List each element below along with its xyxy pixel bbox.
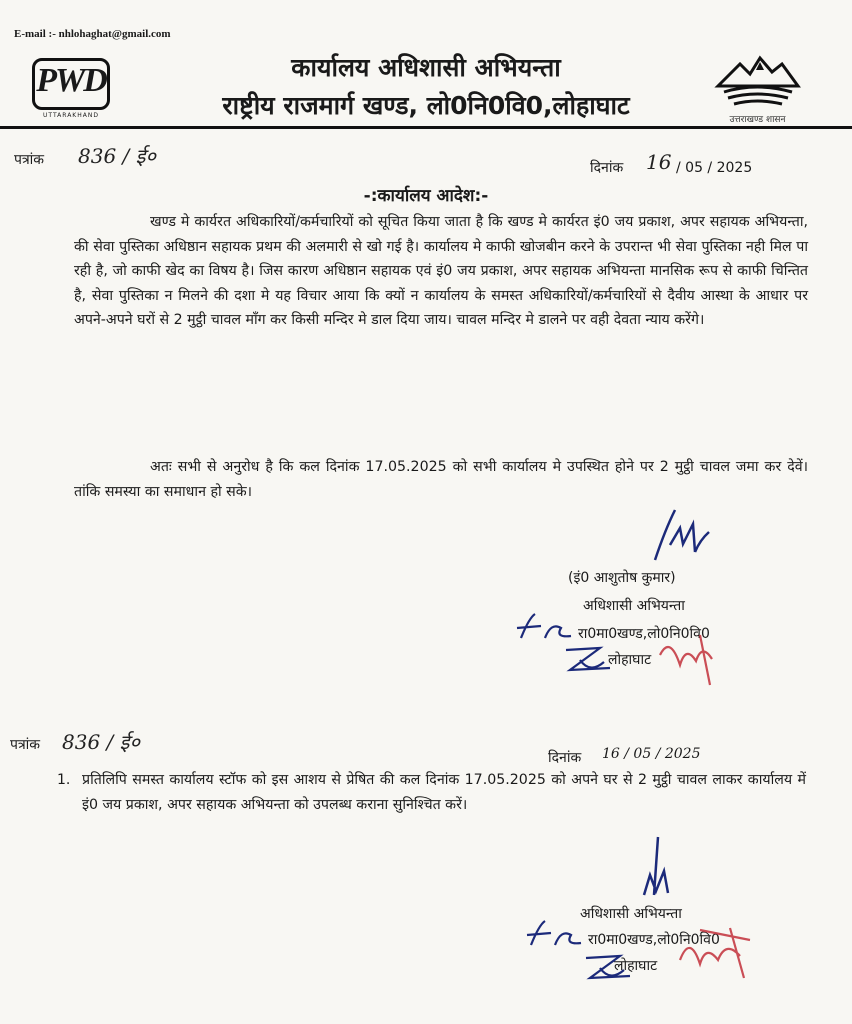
- email-line: E-mail :- nhlohaghat@gmail.com: [14, 28, 171, 40]
- date-day: 16: [646, 150, 672, 174]
- initials-3-mark: [525, 915, 585, 955]
- red-signature-1-mark: [640, 625, 730, 695]
- copy-patrank-number: 836 / ई०: [62, 730, 140, 754]
- pwd-logo-text: PWD: [36, 62, 106, 99]
- copy-item-text: प्रतिलिपि समस्त कार्यालय स्टॉफ को इस आशय से प्रेषित की कल दिनांक 17.05.2025 को अपने घर से 2 मुट्ठी चावल लाकर कार्यालय में इं0 जय प्रकाश, अपर सहायक अभियन्ता को उपलब्ध कराना सुनिश्चित करें।: [82, 772, 806, 813]
- header-divider: [0, 126, 852, 129]
- patrank-label: पत्रांक: [14, 152, 45, 168]
- red-signature-2-mark: [660, 920, 760, 990]
- copy-item-1: [57, 768, 806, 817]
- date-label: दिनांक: [590, 160, 624, 176]
- copy-patrank-label: पत्रांक: [10, 737, 41, 753]
- copy-date-label: दिनांक: [548, 750, 582, 766]
- initials-4-mark: [580, 948, 640, 988]
- patrank-number: 836 / ई०: [78, 144, 156, 168]
- emblem-caption: उत्तराखण्ड शासन: [729, 115, 786, 125]
- signatory-place: लोहाघाट: [608, 652, 652, 668]
- date-rest: / 05 / 2025: [676, 160, 753, 176]
- pwd-logo-sub: UTTARAKHAND: [43, 112, 99, 119]
- office-title: कार्यालय अधिशासी अभियन्ता: [291, 53, 561, 82]
- signatory-designation: अधिशासी अभियन्ता: [583, 598, 685, 614]
- signature-2-mark: [630, 835, 690, 905]
- initials-2-mark: [560, 640, 620, 680]
- signature-1-mark: [645, 500, 715, 570]
- copy-signatory-office: रा0मा0खण्ड,लो0नि0वि0: [588, 932, 720, 948]
- copy-date-value: 16 / 05 / 2025: [602, 746, 701, 762]
- order-paragraph-1: खण्ड मे कार्यरत अधिकारियों/कर्मचारियों को सूचित किया जाता है कि खण्ड मे कार्यरत इं0 जय प्रकाश, अपर सहायक अभियन्ता, की सेवा पुस्तिका अधिष्ठान सहायक प्रथम की अलमारी से खो गई है। कार्यालय मे काफी खोजबीन करने के उपरान्त भी सेवा पुस्तिका नही मिल पा रही है, जो काफी खेद का विषय है। जिस कारण अधिष्ठान सहायक एवं इं0 जय प्रकाश, अपर सहायक अभियन्ता मानसिक रूप से काफी चिन्तित है, सेवा पुस्तिका न मिलने की दशा मे यह विचार आया कि क्यों न कार्यालय के समस्त अधिकारियों/कर्मचारियों से दैवीय आस्था के आधार पर अपने-अपने घरों से 2 मुट्ठी चावल माँग कर किसी मन्दिर मे डाल दिया जाय। चावल मन्दिर मे डालने पर वही देवता न्याय करेंगे।: [74, 214, 808, 328]
- copy-signatory-place: लोहाघाट: [614, 958, 658, 974]
- copy-signatory-designation: अधिशासी अभियन्ता: [580, 906, 682, 922]
- signatory-name: (इं0 आशुतोष कुमार): [568, 570, 676, 586]
- signatory-office: रा0मा0खण्ड,लो0नि0वि0: [578, 626, 710, 642]
- copy-item-number: 1.: [57, 772, 71, 788]
- order-title: -:कार्यालय आदेश:-: [363, 186, 489, 206]
- office-subtitle: राष्ट्रीय राजमार्ग खण्ड, लो0नि0वि0,लोहाघाट: [222, 91, 630, 120]
- order-paragraph-2: अतः सभी से अनुरोध है कि कल दिनांक 17.05.2025 को सभी कार्यालय मे उपस्थित होने पर 2 मुट्ठी चावल जमा कर देवें। तांकि समस्या का समाधान हो सके।: [74, 459, 808, 500]
